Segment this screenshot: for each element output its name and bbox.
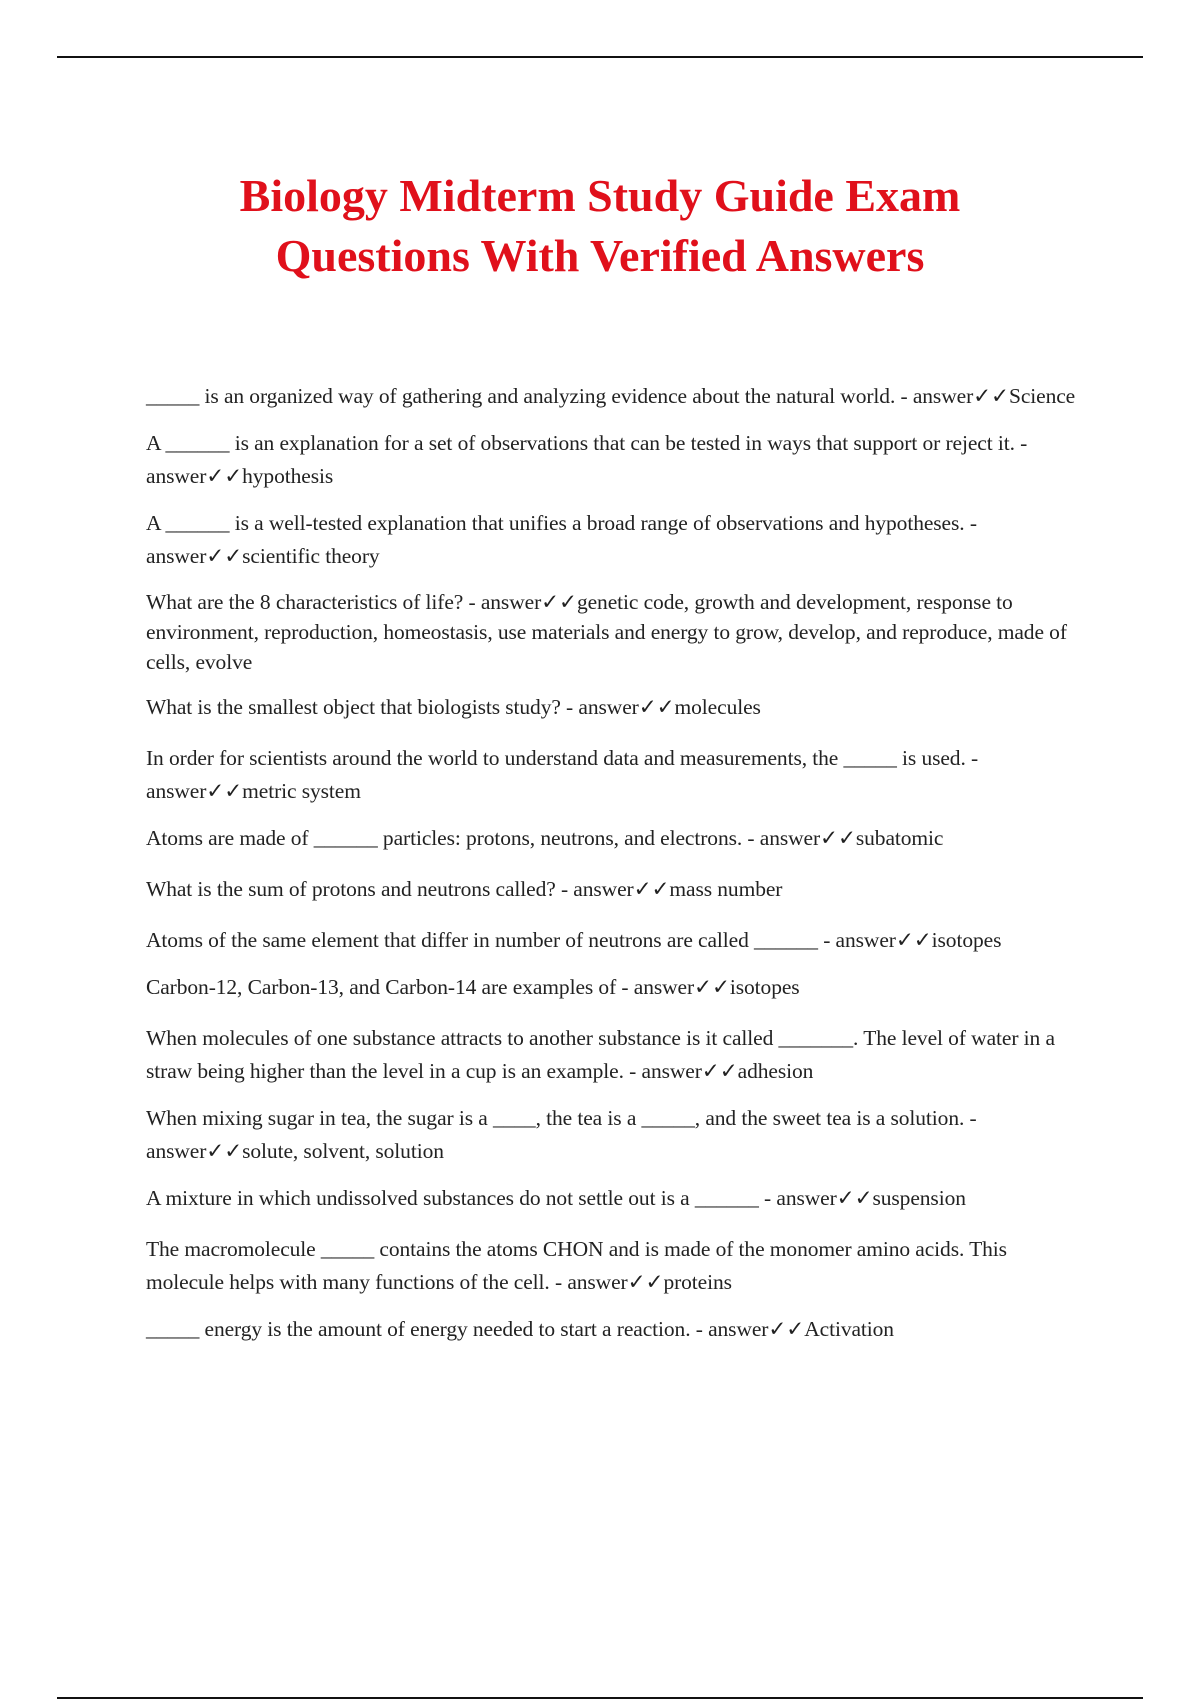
document-title: [100, 166, 1100, 286]
qa-item: [146, 380, 1086, 413]
title-line-2: Questions With Verified Answers: [275, 230, 925, 281]
answer-text: molecules: [674, 695, 761, 719]
answer-text: hypothesis: [242, 464, 334, 488]
answer-text: isotopes: [729, 975, 800, 999]
qa-item: [146, 924, 1086, 957]
qa-item: [146, 1233, 1086, 1299]
answer-text: suspension: [872, 1186, 966, 1210]
question-text: Carbon-12, Carbon-13, and Carbon-14 are examples of -: [146, 975, 634, 999]
qa-item: [146, 1182, 1086, 1215]
answer-text: subatomic: [855, 826, 944, 850]
answer-marker: answer✓✓: [573, 877, 670, 901]
answer-text: solute, solvent, solution: [242, 1139, 444, 1163]
footer-rule: [57, 1697, 1143, 1699]
question-text: A ______ is an explanation for a set of observations that can be tested in ways that support or reject it. -: [146, 431, 1028, 455]
question-text: A ______ is a well-tested explanation that unifies a broad range of observations and hypotheses. -: [146, 511, 977, 535]
question-text: When molecules of one substance attracts to another substance is it called _______. The level of water in a straw being higher than the level in a cup is an example. -: [146, 1026, 1055, 1083]
answer-text: scientific theory: [242, 544, 380, 568]
question-text: What is the smallest object that biologists study? -: [146, 695, 579, 719]
answer-marker: answer✓✓: [578, 695, 675, 719]
question-text: Atoms are made of ______ particles: protons, neutrons, and electrons. -: [146, 826, 760, 850]
answer-marker: answer✓✓: [776, 1186, 873, 1210]
answer-text: Science: [1008, 384, 1076, 408]
qa-item: [146, 587, 1086, 677]
qa-item: [146, 742, 1086, 808]
answer-marker: answer✓✓: [146, 1139, 243, 1163]
answer-marker: answer✓✓: [480, 590, 577, 614]
answer-text: metric system: [242, 779, 361, 803]
qa-item: [146, 1102, 1086, 1168]
answer-marker: answer✓✓: [708, 1317, 805, 1341]
question-text: What are the 8 characteristics of life? -: [146, 590, 481, 614]
answer-marker: answer✓✓: [146, 464, 243, 488]
qa-item: [146, 971, 1086, 1004]
question-text: A mixture in which undissolved substances do not settle out is a ______ -: [146, 1186, 777, 1210]
answer-text: genetic code, growth and development, response to environment, reproduction, homeostasis, use materials and energy to grow, develop, and reproduce, made of cells, evolve: [146, 590, 1067, 674]
qa-item: [146, 427, 1086, 493]
answer-text: proteins: [663, 1270, 732, 1294]
question-text: Atoms of the same element that differ in number of neutrons are called ______ -: [146, 928, 836, 952]
answer-text: adhesion: [737, 1059, 814, 1083]
answer-marker: answer✓✓: [146, 779, 243, 803]
answer-marker: answer✓✓: [759, 826, 856, 850]
qa-item: [146, 873, 1086, 906]
answer-marker: answer✓✓: [146, 544, 243, 568]
answer-text: isotopes: [931, 928, 1002, 952]
question-text: When mixing sugar in tea, the sugar is a ____, the tea is a _____, and the sweet tea is a solution. -: [146, 1106, 977, 1130]
answer-text: Activation: [804, 1317, 894, 1341]
question-text: _____ is an organized way of gathering and analyzing evidence about the natural world. -: [146, 384, 913, 408]
answer-marker: answer✓✓: [912, 384, 1009, 408]
question-text: The macromolecule _____ contains the atoms CHON and is made of the monomer amino acids. This molecule helps with many functions of the cell. -: [146, 1237, 1007, 1294]
question-text: _____ energy is the amount of energy needed to start a reaction. -: [146, 1317, 709, 1341]
qa-item: [146, 507, 1086, 573]
qa-item: [146, 691, 1086, 724]
answer-marker: answer✓✓: [641, 1059, 738, 1083]
header-rule: [57, 56, 1143, 58]
qa-item: [146, 822, 1086, 855]
title-line-1: Biology Midterm Study Guide Exam: [239, 170, 961, 221]
answer-marker: answer✓✓: [633, 975, 730, 999]
answer-marker: answer✓✓: [835, 928, 932, 952]
question-text: In order for scientists around the world to understand data and measurements, the _____ is used. -: [146, 746, 979, 770]
qa-item: [146, 1313, 1086, 1346]
answer-text: mass number: [669, 877, 783, 901]
qa-item: [146, 1022, 1086, 1088]
question-text: What is the sum of protons and neutrons called? -: [146, 877, 574, 901]
question-list: [146, 380, 1086, 1360]
answer-marker: answer✓✓: [567, 1270, 664, 1294]
